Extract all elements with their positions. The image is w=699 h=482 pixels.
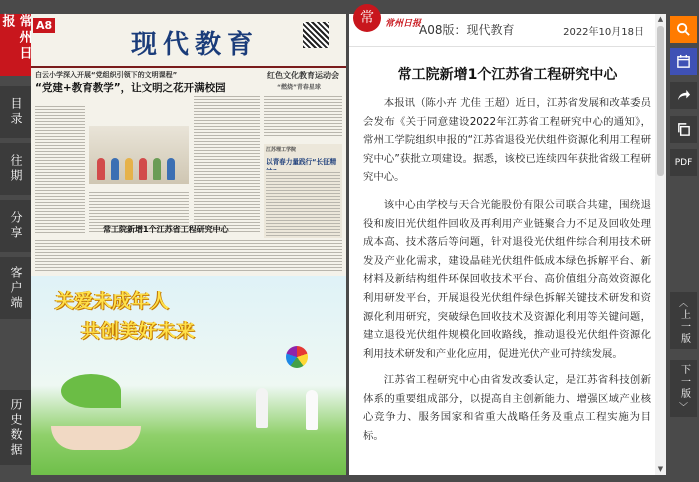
chevron-up-icon: ︿	[678, 299, 688, 309]
paper-logo-icon: 常	[353, 4, 381, 32]
prev-page-label: 上一版	[678, 309, 690, 345]
edition-label: A08版：现代教育	[419, 23, 515, 37]
nav-client-label: 客户端	[9, 265, 23, 311]
school-photo	[89, 126, 189, 184]
masthead	[31, 14, 346, 68]
copy-icon	[676, 122, 691, 137]
poster-line-1: 关爱未成年人	[55, 290, 170, 312]
scroll-up-icon[interactable]: ▲	[657, 15, 664, 23]
side-title[interactable]: 红色文化教育运动会	[267, 71, 339, 80]
share-button[interactable]	[670, 82, 697, 109]
mid-headline[interactable]: 常工院新增1个江苏省工程研究中心	[103, 225, 229, 234]
search-button[interactable]	[670, 16, 697, 43]
search-icon	[676, 22, 691, 37]
hands-icon	[51, 426, 141, 450]
column-headline: 以青春力量践行“长征精	[266, 158, 337, 166]
nav-past-issues-label: 往期	[9, 154, 23, 184]
newspaper-page[interactable]	[31, 14, 346, 475]
side-subtitle: “燃烧”青春星球	[277, 84, 321, 91]
brand-logo-nav[interactable]	[0, 14, 31, 76]
text-column	[35, 104, 85, 234]
nav-past-issues[interactable]	[0, 143, 31, 195]
text-block	[266, 170, 340, 240]
logo-text: 常州日报	[385, 19, 422, 29]
chevron-down-icon: ﹀	[678, 403, 688, 413]
nav-share-label: 分享	[9, 211, 23, 241]
nav-history[interactable]	[0, 390, 31, 465]
balloons-icon	[286, 346, 308, 368]
issue-date: 2022年10月18日	[563, 27, 644, 38]
child-figure	[256, 388, 268, 428]
pdf-label: PDF	[674, 157, 693, 168]
text-block	[35, 238, 342, 272]
column-title: 江苏理工学院	[266, 147, 297, 153]
nav-history-label: 历史数据	[9, 397, 23, 458]
scrollbar-thumb[interactable]	[657, 26, 664, 176]
pdf-button[interactable]	[670, 149, 697, 176]
calendar-button[interactable]	[670, 48, 697, 75]
article-paragraph: 本报讯（陈小卉 尤佳 王超）近日，江苏省发展和改革委员会发布《关于同意建设2022年江苏省工程研究中心的通知》，常州工学院组织申报的“江苏省退役光伏组件资源化利用工程研究中心”获批立项建设。据悉，该校已连续四年获批省级工程研究中心。	[363, 97, 651, 184]
article-paragraph: 江苏省工程研究中心由省发改委认定，是江苏省科技创新体系的重要组成部分，以提高自主创新能力、增强区域产业核心竞争力、服务国家和省重大战略任务及重点工程实施为目标。	[363, 374, 651, 442]
child-figure	[306, 390, 318, 430]
poster-ad[interactable]	[31, 276, 346, 475]
prev-page-button[interactable]	[670, 292, 697, 349]
nav-catalog[interactable]	[0, 86, 31, 138]
article-panel[interactable]	[349, 10, 666, 475]
masthead-title: 现代教育	[131, 30, 260, 60]
article-title: 常工院新增1个江苏省工程研究中心	[397, 67, 618, 83]
article-paragraph: 该中心由学校与天合光能股份有限公司联合共建，围绕退役和废旧光伏组件回收及再利用产业链聚合力不足及回收处理成本高、技术落后等问题，针对退役光伏组件综合利用技术研发及产业化需求，建设晶硅光伏组件低成本绿色拆解平台、新材料及新结构组件环保回收技术平台、高价值组分高效资源化利用研发平台，开展退役光伏组件绿色拆解关键技术研发和资源化利用研究，突破绿色回收技术及资源化利用等关键问题，建立退役光伏组件规模化回收路线，推动退役光伏组件资源化利用技术研发和产业化应用，促进光伏产业可持续发展。	[363, 199, 651, 360]
article-header	[349, 10, 666, 47]
qr-code-icon	[303, 22, 329, 48]
edition-badge: A8	[33, 18, 55, 33]
scroll-down-icon[interactable]: ▼	[657, 465, 664, 473]
calendar-icon	[676, 54, 691, 69]
article-scrollbar[interactable]	[655, 14, 666, 475]
headline-kicker: 白云小学深入开展“党组织引领下的文明课程”	[35, 71, 178, 79]
side-box[interactable]	[264, 144, 342, 244]
next-page-label: 下一版	[678, 364, 690, 400]
main-headline[interactable]: “党建+教育教学”，让文明之花开满校园	[35, 82, 226, 94]
text-column	[264, 94, 342, 138]
nav-client[interactable]	[0, 257, 31, 319]
text-column	[194, 94, 260, 234]
nav-catalog-label: 目录	[9, 97, 23, 127]
copy-button[interactable]	[670, 116, 697, 143]
sprout-icon	[61, 374, 121, 408]
poster-line-2: 共创美好未来	[81, 320, 196, 342]
nav-share[interactable]	[0, 200, 31, 252]
brand-label: 常州日报	[0, 14, 32, 62]
share-icon	[676, 88, 691, 103]
next-page-button[interactable]	[670, 360, 697, 417]
